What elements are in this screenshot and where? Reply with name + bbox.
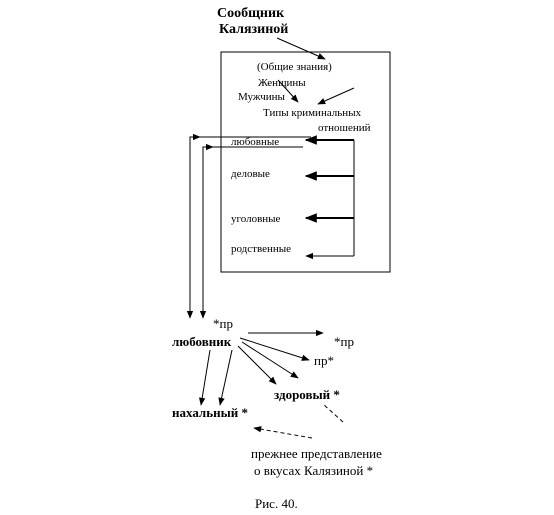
- lover-to-impudent-arrow-2: [220, 350, 232, 405]
- pr-star-right: *пр: [334, 334, 354, 349]
- pr-star-mid: пр*: [314, 353, 334, 368]
- prior-notion-line-2: о вкусах Калязиной *: [254, 463, 374, 478]
- prior-to-healthy-dashed: [323, 404, 343, 422]
- relation-types-label-2: отношений: [318, 122, 371, 134]
- relation-item-love: любовные: [231, 136, 280, 148]
- prior-notion-line-1: прежнее представление: [251, 446, 382, 461]
- men-label: Мужчины: [238, 91, 285, 103]
- love-to-lover-arrow-1: [190, 137, 311, 318]
- pr-star-left: *пр: [213, 316, 233, 331]
- lover-to-pr-mid-arrow: [240, 338, 309, 360]
- women-label: Женщины: [258, 77, 306, 89]
- relation-item-business: деловые: [231, 168, 270, 180]
- title-to-box-arrow: [277, 38, 325, 59]
- lover-node: любовник: [172, 334, 232, 349]
- relation-item-criminal: уголовные: [231, 213, 281, 225]
- title-line-2: Калязиной: [219, 22, 289, 37]
- lover-to-impudent-arrow-1: [201, 350, 210, 405]
- figure-caption: Рис. 40.: [255, 496, 298, 511]
- general-knowledge-label: (Общие знания): [257, 61, 332, 73]
- general-to-types-arrow: [318, 88, 354, 104]
- relation-item-kinship: родственные: [231, 243, 292, 255]
- prior-to-impudent-dashed: [254, 428, 312, 438]
- impudent-node: нахальный *: [172, 405, 248, 420]
- title-line-1: Сообщник: [217, 6, 285, 21]
- relation-types-label-1: Типы криминальных: [263, 107, 362, 119]
- healthy-node: здоровый *: [274, 387, 340, 402]
